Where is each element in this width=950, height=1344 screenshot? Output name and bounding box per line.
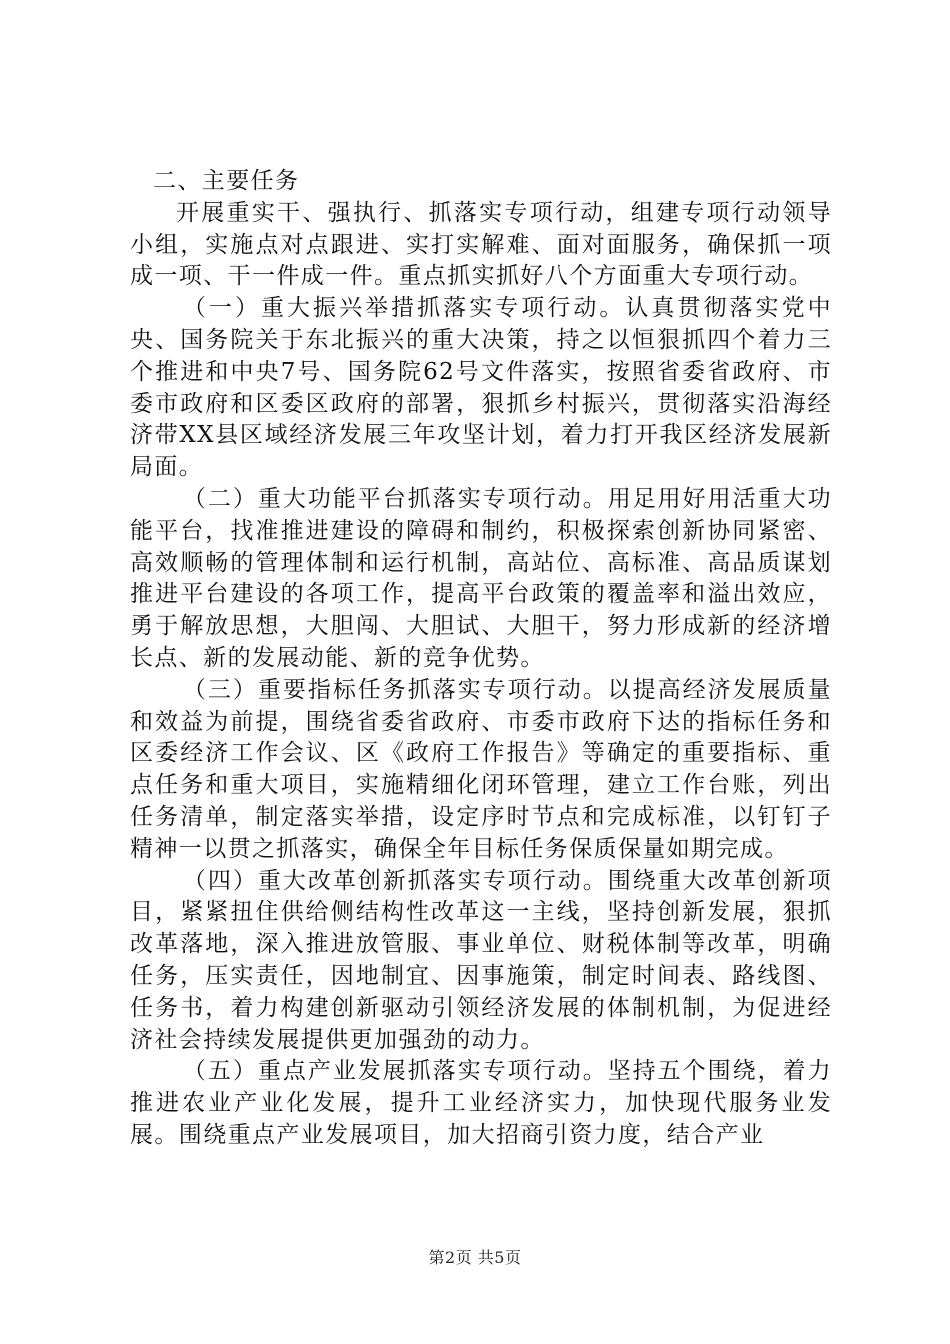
paragraph-item-1: （一）重大振兴举措抓落实专项行动。认真贯彻落实党中央、国务院关于东北振兴的重大决策，持之以恒狠抓四个着力三个推进和中央7号、国务院62号文件落实，按照省委省政府、市委市政府和区委区政府的部署，狠抓乡村振兴，贯彻落实沿海经济带XX县区域经济发展三年攻坚计划，着力打开我区经济发展新局面。 [130, 295, 832, 481]
section-heading: 二、主要任务 [153, 168, 300, 194]
paragraph-intro: 开展重实干、强执行、抓落实专项行动，组建专项行动领导小组，实施点对点跟进、实打实解难、面对面服务，确保抓一项成一项、干一件成一件。重点抓实抓好八个方面重大专项行动。 [130, 199, 832, 290]
paragraph-item-4: （四）重大改革创新抓落实专项行动。围绕重大改革创新项目，紧紧扭住供给侧结构性改革这一主线，坚持创新发展，狠抓改革落地，深入推进放管服、事业单位、财税体制等改革，明确任务，压实责任，因地制宜、因事施策，制定时间表、路线图、任务书，着力构建创新驱动引领经济发展的体制机制，为促进经济社会持续发展提供更加强劲的动力。 [130, 867, 832, 1053]
page-footer [0, 1245, 950, 1268]
page-number: 第2页 共5页 [428, 1248, 522, 1267]
document-body [130, 166, 832, 1152]
paragraph-item-5: （五）重点产业发展抓落实专项行动。坚持五个围绕，着力推进农业产业化发展，提升工业经济实力，加快现代服务业发展。围绕重点产业发展项目，加大招商引资力度，结合产业 [130, 1058, 832, 1148]
paragraph-item-3: （三）重要指标任务抓落实专项行动。以提高经济发展质量和效益为前提，围绕省委省政府、市委市政府下达的指标任务和区委经济工作会议、区《政府工作报告》等确定的重要指标、重点任务和重大项目，实施精细化闭环管理，建立工作台账，列出任务清单，制定落实举措，设定序时节点和完成标准，以钉钉子精神一以贯之抓落实，确保全年目标任务保质保量如期完成。 [130, 676, 832, 862]
paragraph-item-2: （二）重大功能平台抓落实专项行动。用足用好用活重大功能平台，找准推进建设的障碍和制约，积极探索创新协同紧密、高效顺畅的管理体制和运行机制，高站位、高标准、高品质谋划推进平台建设的各项工作，提高平台政策的覆盖率和溢出效应，勇于解放思想，大胆闯、大胆试、大胆干，努力形成新的经济增长点、新的发展动能、新的竞争优势。 [130, 485, 832, 671]
